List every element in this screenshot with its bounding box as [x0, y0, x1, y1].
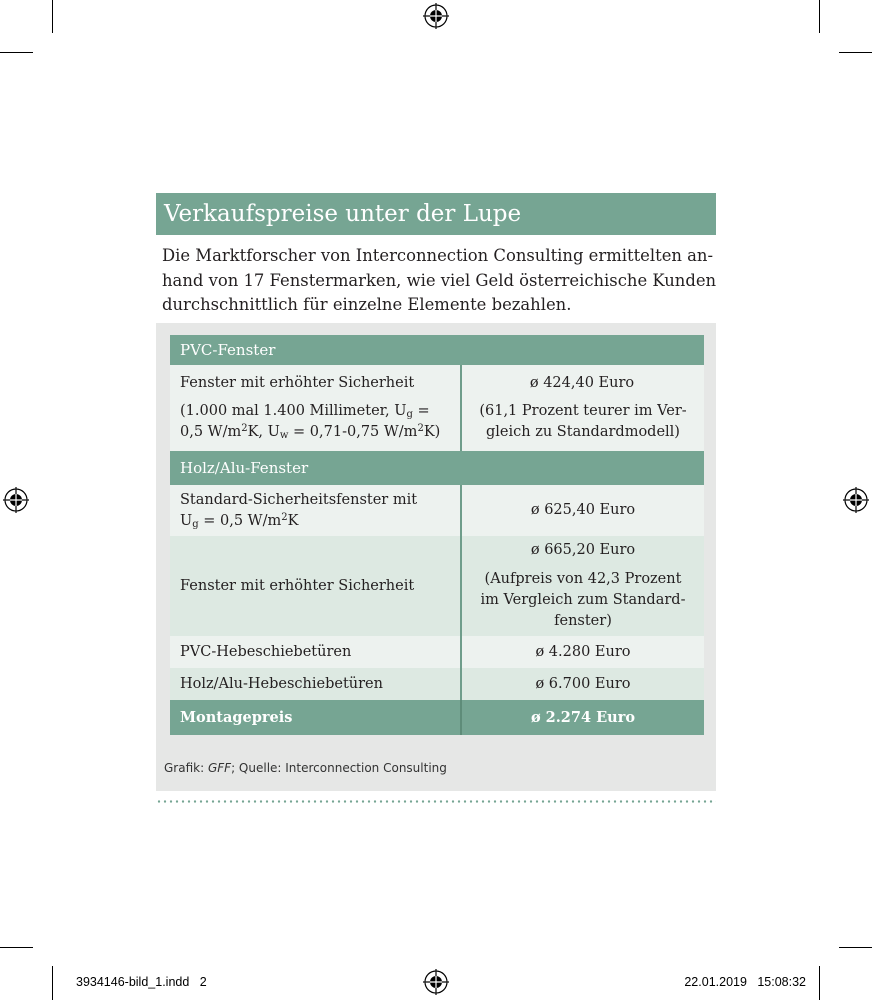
- row-value-text: ø 6.700 Euro: [535, 675, 631, 692]
- crop-mark: [0, 52, 33, 53]
- crop-mark: [0, 947, 33, 948]
- summary-label: [170, 700, 462, 735]
- note-line: gleich zu Standardmodell): [486, 424, 680, 440]
- registration-mark-icon: [423, 969, 449, 995]
- row-value-text: ø 424,40 Euro: [529, 374, 635, 391]
- table-row: [170, 668, 704, 700]
- crop-mark: [52, 966, 53, 1000]
- row-label: [170, 365, 462, 401]
- row-value: [462, 668, 704, 700]
- spec-line: 0,5 $W/m^2K$, $U_w = 0,71-0,75$ $W/m^2K$): [180, 423, 441, 441]
- row-value-text: ø 4.280 Euro: [535, 643, 631, 660]
- slug-datetime: 22.01.2019 15:08:32: [684, 975, 806, 989]
- row-label-text: Fenster mit erhöhter Sicherheit: [180, 374, 415, 391]
- note-line: fenster): [554, 613, 612, 629]
- spec-line: (1.000 mal 1.400 Millimeter, $U_g$ =: [180, 403, 430, 420]
- section-header-pvc: PVC-Fenster: [170, 335, 704, 365]
- table-row: [170, 401, 704, 451]
- row-label-text: Fenster mit erhöhter Sicherheit: [180, 577, 415, 594]
- table-row: [170, 365, 704, 401]
- note-line: im Vergleich zum Standard-: [480, 592, 686, 608]
- row-value: [462, 485, 704, 536]
- summary-value-text: ø 2.274 Euro: [530, 709, 636, 726]
- intro-line: durchschnittlich für einzelne Elemente bezahlen.: [162, 295, 572, 314]
- table-row: [170, 485, 704, 536]
- row-value-text: ø 625,40 Euro: [530, 502, 636, 518]
- note-line: (61,1 Prozent teurer im Ver-: [479, 403, 687, 419]
- table-row: [170, 536, 704, 636]
- row-value: [462, 401, 704, 451]
- row-value: [462, 536, 704, 636]
- summary-row: [170, 700, 704, 735]
- intro-line: hand von 17 Fenstermarken, wie viel Geld österreichische Kunden: [162, 270, 717, 290]
- graphic-credit: Grafik: GFF; Quelle: Interconnection Consulting: [164, 761, 447, 775]
- row-label-text: PVC-Hebeschiebetüren: [180, 643, 352, 660]
- crop-mark: [819, 966, 820, 1000]
- crop-mark: [839, 52, 872, 53]
- intro-text: [162, 244, 717, 318]
- registration-mark-icon: [423, 3, 449, 29]
- crop-mark: [819, 0, 820, 33]
- registration-mark-icon: [3, 487, 29, 513]
- crop-mark: [52, 0, 53, 33]
- table-row: [170, 636, 704, 668]
- row-label: [170, 401, 462, 451]
- box-title: Verkaufspreise unter der Lupe: [156, 193, 716, 235]
- row-label: [170, 536, 462, 636]
- row-value: [460, 365, 702, 401]
- row-label: [170, 636, 462, 668]
- dotted-divider: [156, 800, 716, 803]
- price-table-graphic: [156, 323, 716, 791]
- row-value: [462, 636, 704, 668]
- row-label-text: Holz/Alu-Hebeschiebetüren: [180, 675, 383, 692]
- row-label: [170, 668, 462, 700]
- note-line: (Aufpreis von 42,3 Prozent: [484, 571, 682, 587]
- price-table: [170, 335, 704, 735]
- crop-mark: [839, 947, 872, 948]
- label-line: $U_g = 0,5$ $W/m^2K$: [180, 511, 299, 530]
- intro-line: Die Marktforscher von Interconnection Consulting ermittelten an-: [162, 246, 714, 265]
- row-value-text: ø 665,20 Euro: [530, 542, 636, 558]
- section-header-holz-alu: Holz/Alu-Fenster: [170, 451, 704, 485]
- row-label: [170, 485, 462, 536]
- slug-filename: 3934146-bild_1.indd 2: [76, 975, 207, 989]
- label-line: Standard-Sicherheitsfenster mit: [180, 491, 418, 508]
- summary-value: [462, 700, 704, 735]
- registration-mark-icon: [843, 487, 869, 513]
- summary-label-text: Montagepreis: [180, 709, 293, 726]
